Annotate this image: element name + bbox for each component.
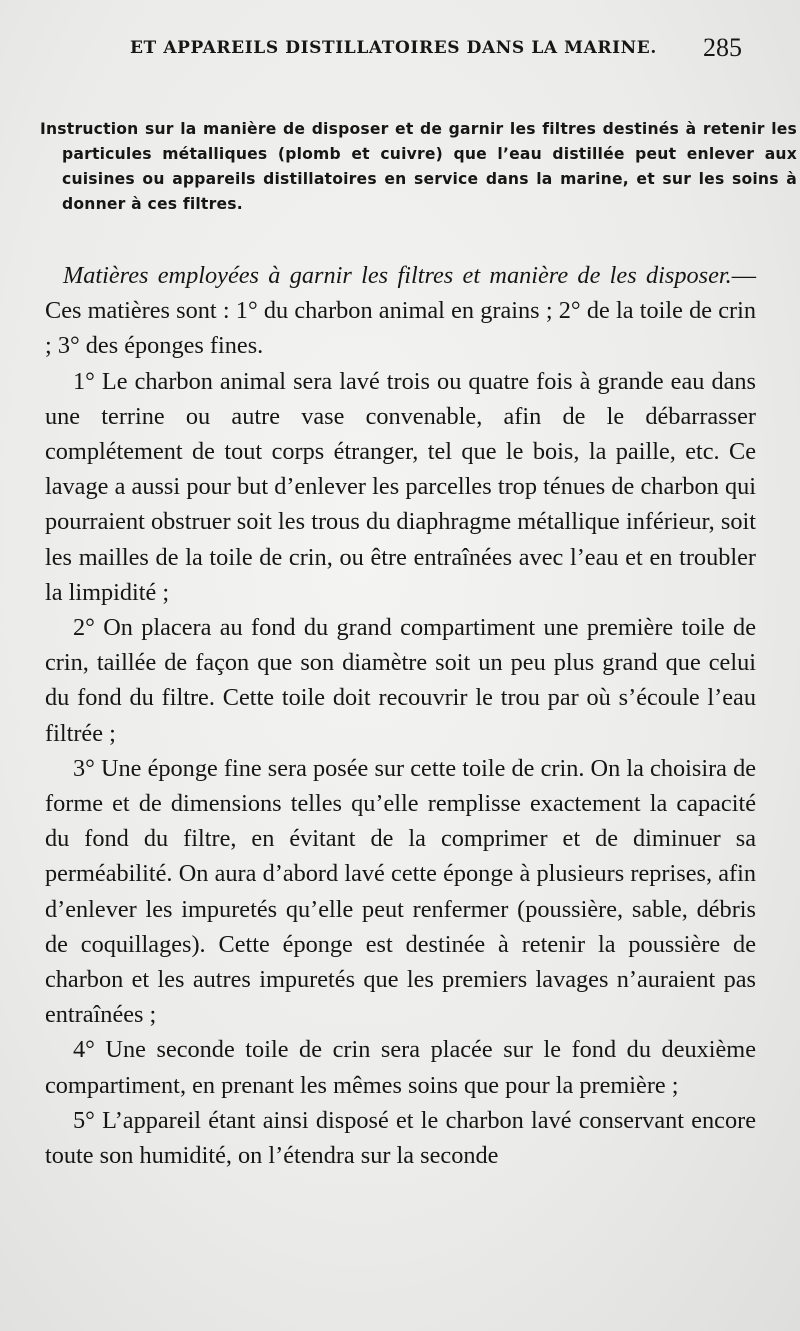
section-lead: Matières employées à garnir les filtres et manière de les disposer. xyxy=(63,262,732,289)
section-lead-rest: —Ces matières sont : 1° du charbon animal en grains ; 2° de la toile de crin ; 3° des éponges fines. xyxy=(45,262,756,360)
paragraph-3: 3° Une éponge fine sera posée sur cette toile de crin. On la choisira de forme et de dimensions telles qu’elle remplisse exactement la capacité du fond du filtre, en évitant de la comprimer et de diminuer sa perméabilité. On aura d’abord lavé cette éponge à plusieurs reprises, afin d’enlever les impuretés qu’elle peut renfermer (poussière, sable, débris de coquillages). Cette éponge est destinée à retenir la poussière de charbon et les autres impuretés que les premiers lavages n’auraient pas entraînées ; xyxy=(45,754,756,1029)
running-head xyxy=(130,34,770,64)
paragraph-5: 5° L’appareil étant ainsi disposé et le charbon lavé conservant encore toute son humidité, on l’étendra sur la seconde xyxy=(45,1106,756,1170)
section-paragraph xyxy=(45,258,756,364)
page-number: 285 xyxy=(703,33,742,62)
paragraph-2: 2° On placera au fond du grand compartiment une première toile de crin, taillée de façon que son diamètre soit un peu plus grand que celui du fond du filtre. Cette toile doit recouvrir le trou par où s’écoule l’eau filtrée ; xyxy=(45,614,756,747)
body-text xyxy=(45,258,756,1173)
paragraph-4: 4° Une seconde toile de crin sera placée sur le fond du deuxième compartiment, en prenant les mêmes soins que pour la première ; xyxy=(45,1036,756,1099)
paragraph-1: 1° Le charbon animal sera lavé trois ou quatre fois à grande eau dans une terrine ou autre vase convenable, afin de le débarrasser complétement de tout corps étranger, tel que le bois, la paille, etc. Ce lavage a aussi pour but d’enlever les parcelles trop ténues de charbon qui pourraient obstruer soit les trous du diaphragme métallique inférieur, soit les mailles de la toile de crin, ou être entraînées avec l’eau et en troubler la limpidité ; xyxy=(45,367,756,606)
running-head-title: ET APPAREILS DISTILLATOIRES DANS LA MARINE. xyxy=(130,38,657,58)
instruction-title: Instruction sur la manière de disposer et de garnir les filtres destinés à retenir les particules métalliques (plomb et cuivre) que l’eau distillée peut enlever aux cuisines ou appareils distillatoires en service dans la marine, et sur les soins à donner à ces filtres. xyxy=(40,120,797,213)
